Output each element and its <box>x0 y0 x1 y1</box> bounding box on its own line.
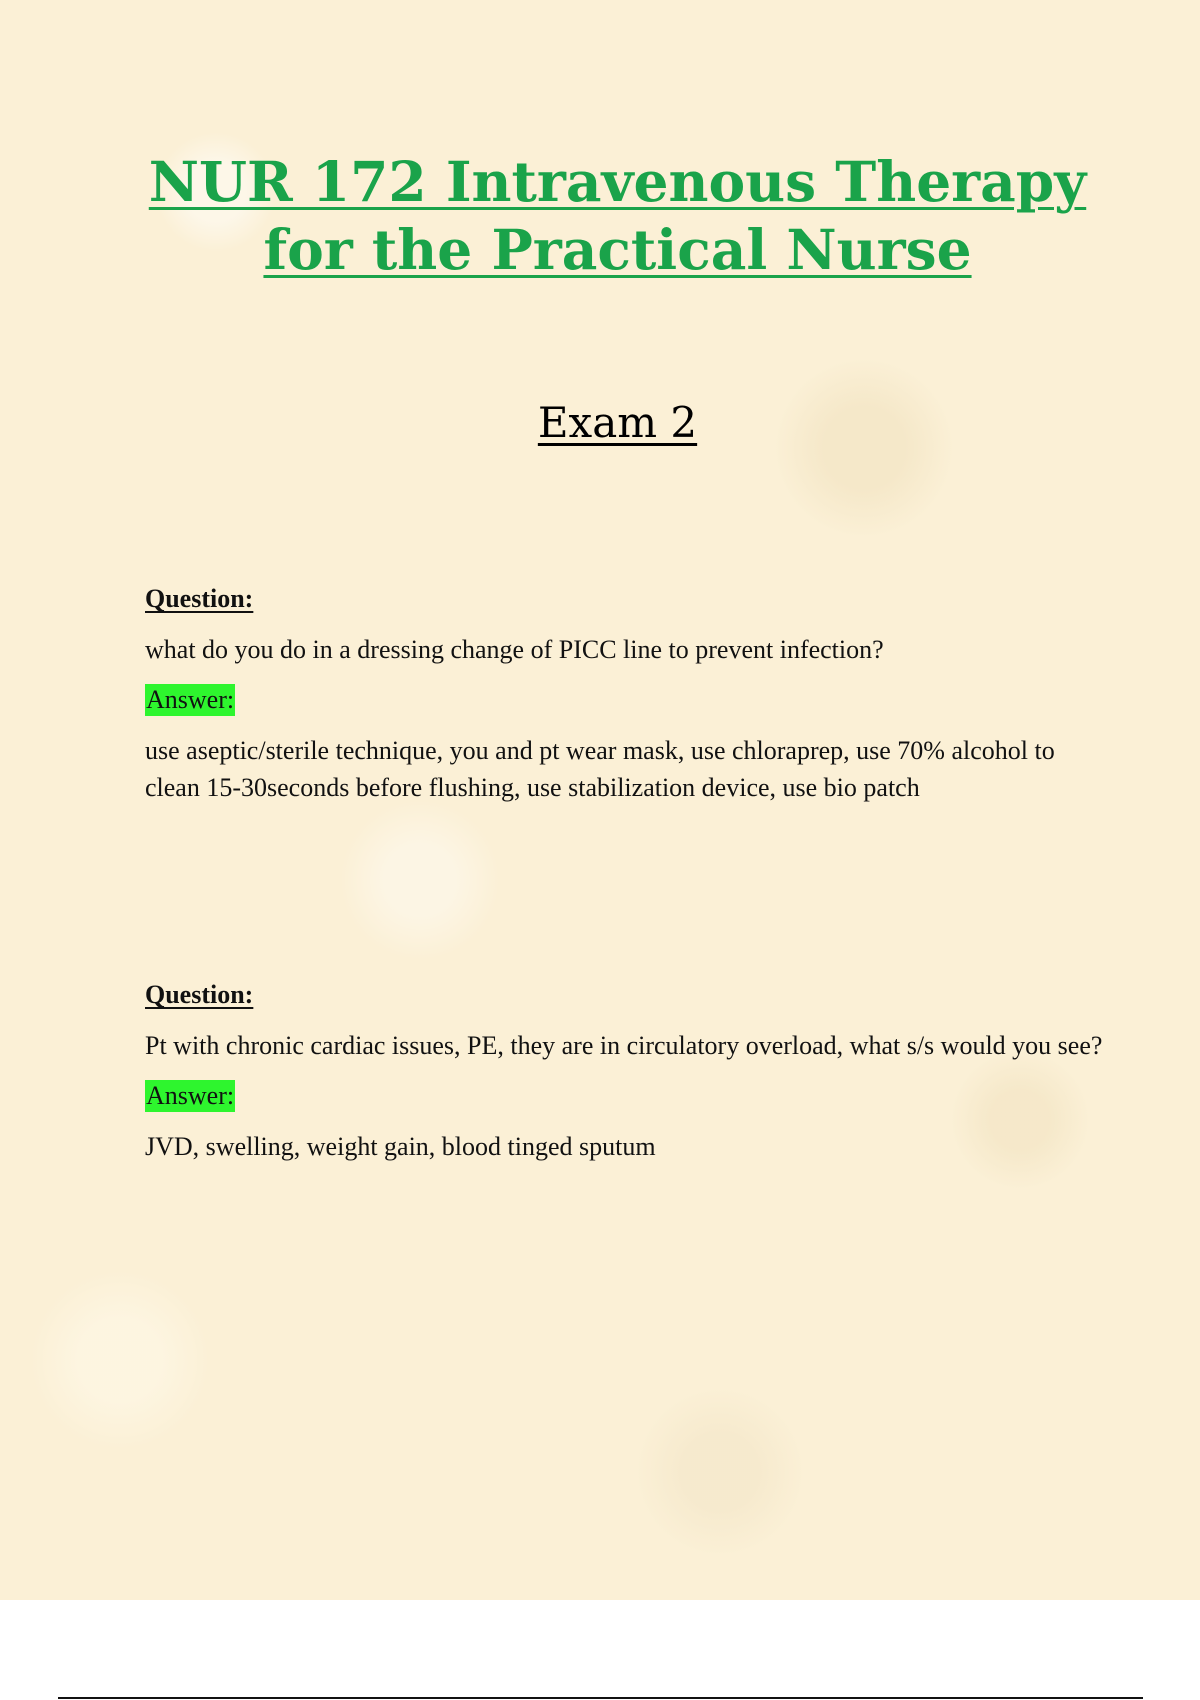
question-text: Pt with chronic cardiac issues, PE, they are in circulatory overload, what s/s would you see? <box>145 1031 1103 1060</box>
document-title <box>100 148 1135 284</box>
title-line-1: NUR 172 Intravenous Therapy <box>148 149 1087 214</box>
exam-heading <box>100 397 1135 449</box>
qa-block-1 <box>145 580 1105 806</box>
question-label: Question: <box>145 584 254 613</box>
answer-label: Answer: <box>146 1081 235 1110</box>
question-text: what do you do in a dressing change of PICC line to prevent infection? <box>145 635 884 664</box>
question-label: Question: <box>145 980 254 1009</box>
footer-divider <box>58 1697 1143 1699</box>
title-line-2: for the Practical Nurse <box>263 217 972 282</box>
answer-text: use aseptic/sterile technique, you and pt wear mask, use chloraprep, use 70% alcohol to clean 15-30seconds before flushing, use stabilization device, use bio patch <box>145 736 1055 802</box>
exam-heading-text: Exam 2 <box>537 398 698 447</box>
answer-label: Answer: <box>146 685 235 714</box>
qa-block-2 <box>145 976 1105 1165</box>
answer-text: JVD, swelling, weight gain, blood tinged sputum <box>145 1132 656 1161</box>
